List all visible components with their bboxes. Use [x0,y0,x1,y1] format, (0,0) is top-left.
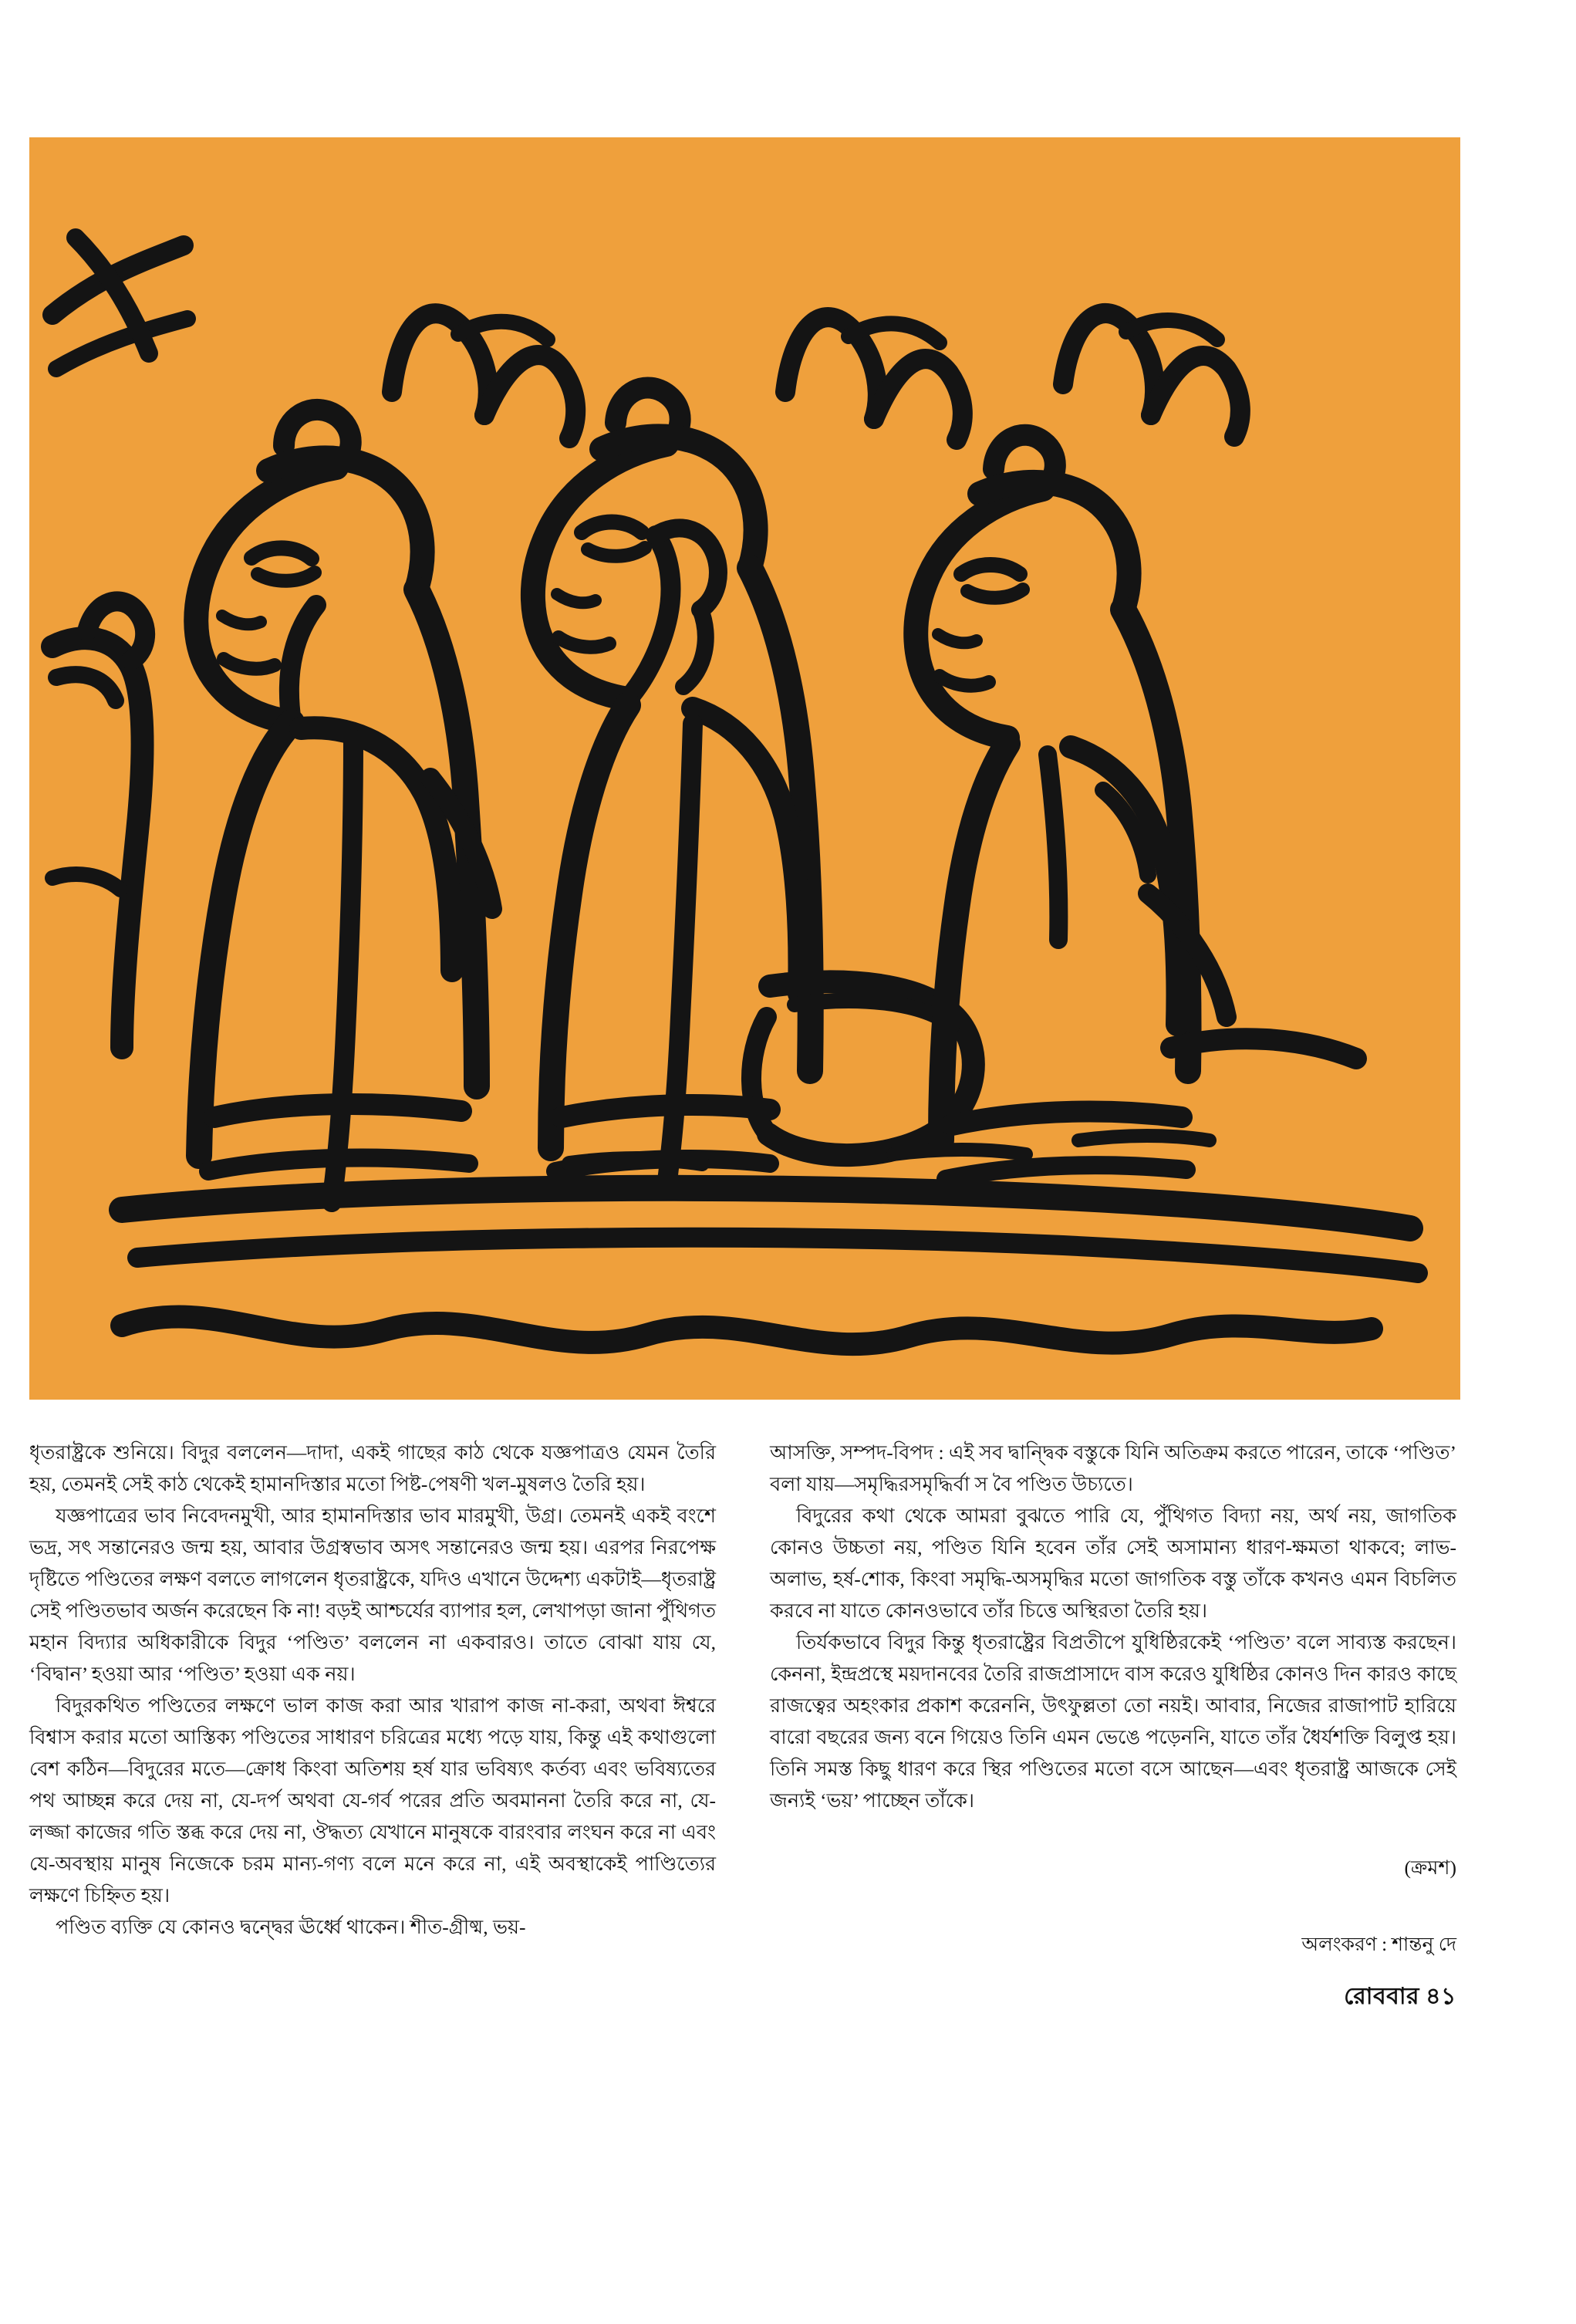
paragraph: যজ্ঞপাত্রের ভাব নিবেদনমুখী, আর হামানদিস্তার ভাব মারমুখী, উগ্র। তেমনই একই বংশে ভদ্র, সৎ সন্তানেরও জন্ম হয়, আবার উগ্রস্বভাব অসৎ সন্তানেরও জন্ম হয়। এরপর নিরপেক্ষ দৃষ্টিতে পণ্ডিতের লক্ষণ বলতে লাগলেন ধৃতরাষ্ট্রকে, যদিও এখানে উদ্দেশ্য একটাই—ধৃতরাষ্ট্র সেই পণ্ডিতভাব অর্জন করেছেন কি না! বড়ই আশ্চর্যের ব্যাপার হল, লেখাপড়া জানা পুঁথিগত মহান বিদ্যার অধিকারীকে বিদুর ‘পণ্ডিত’ বললেন না একবারও। তাতে বোঝা যায় যে, ‘বিদ্বান’ হওয়া আর ‘পণ্ডিত’ হওয়া এক নয়। [29,1505,716,1685]
column-right [770,1437,1456,2208]
paragraph: বিদুরকথিত পণ্ডিতের লক্ষণে ভাল কাজ করা আর খারাপ কাজ না-করা, অথবা ঈশ্বরে বিশ্বাস করার মতো আস্তিক্য পণ্ডিতের সাধারণ চরিত্রের মধ্যে পড়ে যায়, কিন্তু এই কথাগুলো বেশ কঠিন—বিদুরের মতে—ক্রোধ কিংবা অতিশয় হর্ষ যার ভবিষ্যৎ কর্তব্য এবং ভবিষ্যতের পথ আচ্ছন্ন করে দেয় না, যে-দর্প অথবা যে-গর্ব পরের প্রতি অবমাননা তৈরি করে না, যে-লজ্জা কাজের গতি স্তব্ধ করে দেয় না, ঔদ্ধত্য যেখানে মানুষকে বারংবার লংঘন করে না এবং যে-অবস্থায় মানুষ নিজেকে চরম মান্য-গণ্য বলে মনে করে না, এই অবস্থাকেই পাণ্ডিত্যের লক্ষণে চিহ্নিত হয়। [29,1694,716,1907]
illustration-panel [29,137,1460,1400]
column-left [29,1437,716,2208]
paragraph: আসক্তি, সম্পদ-বিপদ : এই সব দ্বান্দ্বিক বস্তুকে যিনি অতিক্রম করতে পারেন, তাকে ‘পণ্ডিত’ বলা যায়—সমৃদ্ধিরসমৃদ্ধির্বা স বৈ পণ্ডিত উচ্যতে। [770,1441,1456,1495]
three-seated-figures-illustration [29,137,1460,1400]
paragraph: ধৃতরাষ্ট্রকে শুনিয়ে। বিদুর বললেন—দাদা, একই গাছের কাঠ থেকে যজ্ঞপাত্রও যেমন তৈরি হয়, তেমনই সেই কাঠ থেকেই হামানদিস্তার মতো পিষ্ট-পেষণী খল-মুষলও তৈরি হয়। [29,1441,716,1495]
illustration-credit: অলংকরণ : শান্তনু দে [1301,1934,1456,1955]
paragraph: পণ্ডিত ব্যক্তি যে কোনও দ্বন্দ্বের ঊর্ধ্বে থাকেন। শীত-গ্রীষ্ম, ভয়- [56,1916,526,1938]
page-folio: রোববার ৪১ [1344,1984,1456,2009]
continuation-note: (ক্রমশ) [1404,1856,1456,1879]
paragraph: তির্যকভাবে বিদুর কিন্তু ধৃতরাষ্ট্রের বিপ্রতীপে যুধিষ্ঠিরকেই ‘পণ্ডিত’ বলে সাব্যস্ত করছেন। কেননা, ইন্দ্রপ্রস্থে ময়দানবের তৈরি রাজপ্রাসাদে বাস করেও যুধিষ্ঠির কোনও দিন কারও কাছে রাজত্বের অহংকার প্রকাশ করেননি, উৎফুল্লতা তো নয়ই। আবার, নিজের রাজাপাট হারিয়ে বারো বছরের জন্য বনে গিয়েও তিনি এমন ভেঙে পড়েননি, যাতে তাঁর ধৈর্যশক্তি বিলুপ্ত হয়। তিনি সমস্ত কিছু ধারণ করে স্থির পণ্ডিতের মতো বসে আছেন—এবং ধৃতরাষ্ট্র আজকে সেই জন্যই ‘ভয়’ পাচ্ছেন তাঁকে। [770,1631,1456,1812]
paragraph: বিদুরের কথা থেকে আমরা বুঝতে পারি যে, পুঁথিগত বিদ্যা নয়, অর্থ নয়, জাগতিক কোনও উচ্চতা নয়, পণ্ডিত যিনি হবেন তাঁর সেই অসামান্য ধারণ-ক্ষমতা থাকবে; লাভ-অলাভ, হর্ষ-শোক, কিংবা সমৃদ্ধি-অসমৃদ্ধির মতো জাগতিক বস্তু তাঁকে কখনও এমন বিচলিত করবে না যাতে কোনওভাবে তাঁর চিত্তে অস্থিরতা তৈরি হয়। [770,1505,1456,1622]
article-body [29,1437,1460,2208]
